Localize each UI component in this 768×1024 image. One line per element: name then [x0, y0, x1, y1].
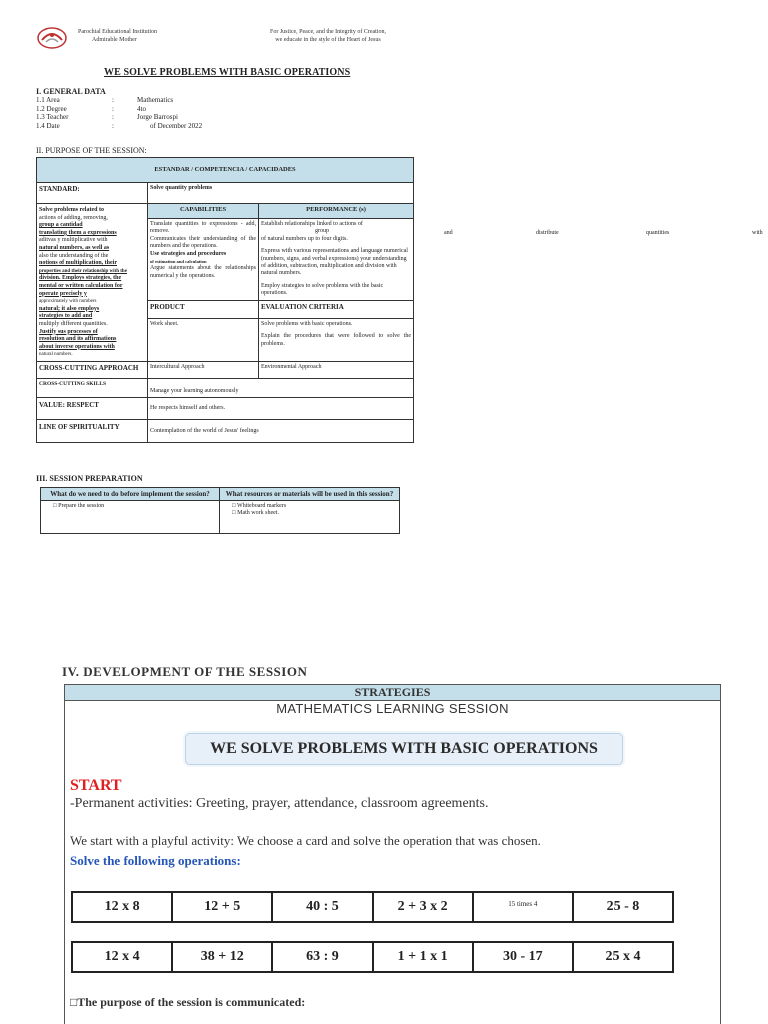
operation-card[interactable]: 63 : 9 — [273, 943, 373, 971]
strategies-header: STRATEGIES — [65, 685, 720, 701]
operation-card[interactable]: 12 x 8 — [73, 893, 173, 921]
operations-row — [71, 891, 674, 923]
evaluation-list — [259, 319, 413, 361]
institution-line2: Admirable Mother — [92, 37, 137, 43]
performance-item: Express with various representations and language numerical (numbers, signs, and verbal expressions) your understanding of addition, subtraction, multiplication and division with natural numbers. — [261, 248, 408, 277]
operation-card[interactable]: 1 + 1 x 1 — [374, 943, 474, 971]
spirit-label: LINE OF SPIRITUALITY — [37, 420, 148, 442]
general-data-row — [36, 113, 202, 122]
motto-line1: For Justice, Peace, and the Integrity of Creation, — [270, 29, 386, 35]
product-value: Work sheet. — [148, 319, 259, 361]
general-data-colon: : — [112, 104, 114, 113]
purpose-communicated: □The purpose of the session is communicated: — [70, 995, 306, 1009]
standard-line: actions of adding, removing, — [39, 214, 108, 221]
prep-item: Whiteboard markers — [237, 503, 287, 509]
cross-label: CROSS-CUTTING APPROACH — [37, 362, 148, 378]
general-data-key: 1.4 Date — [36, 121, 60, 130]
prep-item: Prepare the session — [58, 503, 105, 509]
list-item — [232, 503, 395, 510]
table-row — [37, 204, 413, 362]
general-data-list — [36, 96, 202, 130]
standard-line: approximately with numbers — [39, 299, 97, 305]
prep-col1-body — [41, 501, 220, 533]
checkbox-icon: □ — [232, 510, 236, 517]
institution-motto — [266, 28, 390, 44]
school-logo-icon — [36, 24, 68, 50]
operations-row — [71, 941, 674, 973]
development-heading: IV. DEVELOPMENT OF THE SESSION — [62, 664, 308, 679]
checkbox-icon: □ — [53, 503, 57, 509]
value-value: He respects himself and others. — [150, 404, 226, 411]
performance-item: Employ strategies to solve problems with the basic operations. — [261, 282, 384, 297]
general-data-key: 1.3 Teacher — [36, 113, 69, 122]
table-row — [37, 362, 413, 379]
operation-card[interactable]: 2 + 3 x 2 — [374, 893, 474, 921]
table-row — [37, 420, 413, 442]
table-row — [41, 501, 399, 533]
preparation-heading: III. SESSION PREPARATION — [36, 474, 143, 483]
general-data-key: 1.2 Degree — [36, 104, 67, 113]
standard-text — [37, 204, 148, 361]
general-data-key: 1.1 Area — [36, 96, 60, 104]
standard-line: aditvas y multiplicative with — [39, 237, 108, 244]
prep-col2-header: What resources or materials will be used in this session? — [225, 490, 394, 498]
general-data-colon: : — [112, 113, 114, 122]
standard-line: operate precisely y — [39, 290, 87, 297]
product-header: PRODUCT — [148, 301, 259, 318]
stray-word: with — [752, 230, 763, 236]
general-data-value: of December 2022 — [150, 121, 203, 130]
capability-item: Use strategies and procedures — [150, 250, 227, 257]
cap-perf-body-row — [148, 219, 413, 300]
table-header: ESTANDAR / COMPETENCIA / CAPACIDADES — [37, 158, 413, 182]
evaluation-item: Explain the procedures that were followed to solve the problems. — [261, 333, 411, 347]
standard-line: natural; it also employs — [39, 305, 100, 312]
capability-item: Argue statements about the relationships numerical y the operations. — [150, 265, 256, 279]
operation-card[interactable]: 12 + 5 — [173, 893, 273, 921]
general-data-colon: : — [112, 96, 114, 104]
general-data-value: 4to — [137, 104, 146, 113]
performance-header: PERFORMANCE (s) — [259, 204, 413, 218]
motto-line2: we educate in the style of the Heart of Jesus — [275, 37, 381, 43]
general-data-value: Jorge Barrospi — [137, 113, 178, 122]
standard-line: Justify sus processes of — [39, 328, 98, 335]
solve-instruction: Solve the following operations: — [70, 853, 241, 868]
operation-card[interactable]: 25 x 4 — [605, 949, 641, 964]
performance-list — [259, 219, 413, 300]
standard-line: natural numbers. — [39, 352, 73, 358]
performance-item: of natural numbers up to four digits. — [261, 235, 348, 242]
cap-perf-header-row — [148, 204, 413, 219]
capability-item: Translate quantities to expressions - add, remove. — [150, 221, 256, 235]
capability-item: of estimation and calculation — [150, 259, 207, 265]
capability-item: Communicates their understanding of the numbers and the operations. — [150, 235, 256, 250]
playful-activity: We start with a playful activity: We choose a card and solve the operation that was chosen. — [70, 833, 541, 848]
strategies-panel — [64, 684, 721, 1024]
general-data-heading: I. GENERAL DATA — [36, 87, 106, 96]
start-heading: START — [70, 777, 122, 794]
operation-card[interactable]: 30 - 17 — [474, 943, 574, 971]
stray-word: and — [444, 230, 453, 236]
institution-name — [78, 28, 157, 44]
operation-card[interactable]: 25 - 8 — [606, 899, 640, 914]
general-data-colon: : — [112, 121, 114, 130]
standard-value: Solve quantity problems — [150, 185, 213, 191]
prep-item: Math work sheet. — [237, 510, 279, 517]
general-data-row — [36, 96, 202, 105]
purpose-heading: II. PURPOSE OF THE SESSION: — [36, 146, 147, 155]
standard-line: also the understanding of the — [39, 252, 109, 259]
standard-line: properties and their relationship with the — [39, 268, 127, 274]
general-data-row — [36, 122, 202, 131]
operation-card[interactable]: 15 times 4 — [474, 893, 574, 921]
standard-line: division. Employs strategies, the — [39, 275, 122, 282]
performance-item: Establish relationships linked to actions of — [261, 221, 363, 227]
value-label: VALUE: RESPECT — [37, 398, 148, 419]
standard-line: resolution and its affirmations — [39, 336, 117, 343]
operation-card[interactable]: 12 x 4 — [73, 943, 173, 971]
spirit-value: Contemplation of the world of Jesus' feelings — [150, 427, 259, 434]
list-item — [53, 503, 215, 510]
prep-col1-header: What do we need to do before implement the session? — [41, 488, 220, 500]
permanent-activities: -Permanent activities: Greeting, prayer, attendance, classroom agreements. — [70, 796, 489, 811]
standard-line: Solve problems related to — [39, 207, 104, 213]
capabilities-header: CAPABILITIES — [148, 204, 259, 218]
performance-item: group — [315, 228, 329, 235]
general-data-value: Mathematics — [137, 96, 174, 104]
table-row — [37, 379, 413, 398]
standard-line: mental or written calculation for — [39, 282, 123, 289]
capabilities-block — [148, 204, 413, 361]
product-body-row — [148, 319, 413, 361]
standard-line: natural numbers, as well as — [39, 244, 110, 251]
skills-value: Manage your learning autonomously — [150, 387, 239, 394]
cross-value: Intercultural Approach — [148, 362, 259, 378]
stray-word: quantities — [646, 230, 670, 236]
standard-line: strategies to add and — [39, 313, 93, 320]
standard-line: group a cantidad — [39, 222, 83, 229]
general-data-row — [36, 105, 202, 114]
standard-line: about inverse operations with — [39, 343, 115, 350]
institution-line1: Parochial Educational Institution — [78, 29, 157, 35]
table-row — [41, 488, 399, 501]
session-subtitle: MATHEMATICS LEARNING SESSION — [276, 701, 509, 716]
list-item — [232, 510, 395, 517]
table-row — [37, 398, 413, 420]
stray-word: distribute — [536, 230, 559, 236]
operation-card[interactable]: 38 + 12 — [173, 943, 273, 971]
standard-line: notions of multiplication, their — [39, 260, 118, 267]
session-banner: WE SOLVE PROBLEMS WITH BASIC OPERATIONS — [185, 733, 623, 765]
product-header-row — [148, 300, 413, 319]
purpose-table — [36, 157, 414, 443]
cross-value: Environmental Approach — [261, 363, 322, 370]
table-row — [37, 183, 413, 204]
evaluation-item: Solve problems with basic operations. — [261, 320, 353, 327]
skills-label: CROSS-CUTTING SKILLS — [37, 379, 148, 397]
operation-card[interactable]: 40 : 5 — [273, 893, 373, 921]
evaluation-header: EVALUATION CRITERIA — [261, 302, 344, 311]
standard-label: STANDARD: — [37, 183, 148, 203]
standard-line: multiply different quantities. — [39, 320, 108, 327]
capabilities-list — [148, 219, 259, 300]
document-title: WE SOLVE PROBLEMS WITH BASIC OPERATIONS — [104, 67, 351, 78]
prep-col2-body — [220, 501, 399, 533]
checkbox-icon: □ — [232, 503, 236, 509]
preparation-table — [40, 487, 400, 534]
table-row — [37, 158, 413, 183]
standard-line: translating them a expressions — [39, 229, 117, 236]
